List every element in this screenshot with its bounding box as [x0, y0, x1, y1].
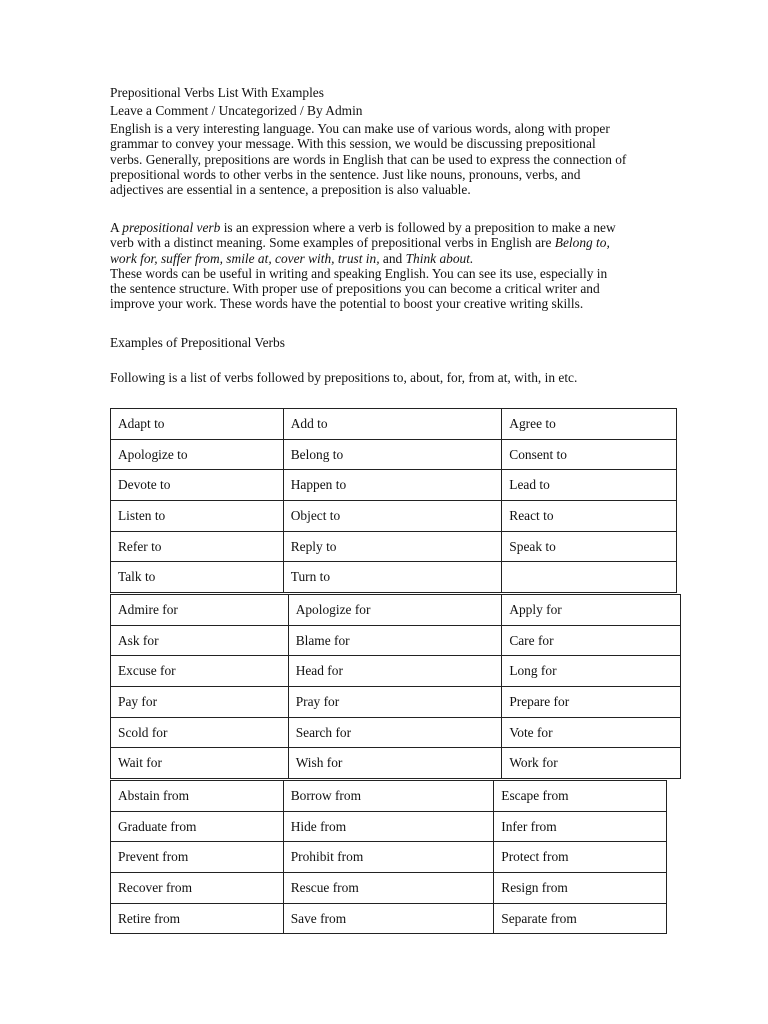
intro-line: verbs. Generally, prepositions are words in English that can be used to express the connection of — [110, 151, 627, 167]
table-cell: Pay for — [111, 687, 289, 718]
table-cell: Recover from — [111, 873, 284, 904]
table-row — [111, 409, 677, 440]
table-cell: Listen to — [111, 501, 284, 532]
table-cell: Apologize to — [111, 439, 284, 470]
definition-line — [110, 220, 670, 235]
table-row — [111, 439, 677, 470]
table-cell: Wait for — [111, 748, 289, 779]
table-row — [111, 625, 681, 656]
intro-line: grammar to convey your message. With this session, we would be discussing prepositional — [110, 136, 596, 152]
example-verb: Think about. — [405, 250, 474, 266]
table-cell: Wish for — [288, 748, 502, 779]
table-cell: Work for — [502, 748, 681, 779]
definition-line — [110, 235, 670, 250]
table-row — [111, 531, 677, 562]
example-verbs: work for, suffer from, smile at, cover with, trust in, — [110, 250, 380, 266]
table-cell: Prevent from — [111, 842, 284, 873]
definition-term: prepositional verb — [122, 220, 221, 235]
table-row — [111, 781, 667, 812]
table-row — [111, 811, 667, 842]
table-cell: Head for — [288, 656, 502, 687]
table-row — [111, 748, 681, 779]
table-row — [111, 595, 681, 626]
table-cell: Turn to — [283, 562, 502, 593]
definition-and: and — [379, 250, 406, 266]
table-row — [111, 562, 677, 593]
table-cell: Rescue from — [283, 873, 494, 904]
table-cell: Talk to — [111, 562, 284, 593]
table-cell: Lead to — [502, 470, 677, 501]
table-cell: Abstain from — [111, 781, 284, 812]
table-cell: Apply for — [502, 595, 681, 626]
example-verb: Belong to, — [554, 235, 610, 251]
definition-line — [110, 251, 670, 266]
table-cell: Care for — [502, 625, 681, 656]
table-cell: Save from — [283, 903, 494, 934]
table-cell: Escape from — [494, 781, 667, 812]
table-cell: Pray for — [288, 687, 502, 718]
table-cell: Prepare for — [502, 687, 681, 718]
table-cell: Add to — [283, 409, 502, 440]
intro-line: adjectives are essential in a sentence, a preposition is also valuable. — [110, 182, 471, 198]
table-row — [111, 873, 667, 904]
table-cell: Refer to — [111, 531, 284, 562]
table-cell: Long for — [502, 656, 681, 687]
verbs-table-from — [110, 780, 667, 934]
table-cell: React to — [502, 501, 677, 532]
table-cell: Consent to — [502, 439, 677, 470]
table-cell: Object to — [283, 501, 502, 532]
table-cell: Apologize for — [288, 595, 502, 626]
definition-text: verb with a distinct meaning. Some examples of prepositional verbs in English are — [110, 235, 555, 251]
table-cell: Excuse for — [111, 656, 289, 687]
table-cell: Agree to — [502, 409, 677, 440]
usage-line: the sentence structure. With proper use of prepositions you can become a critical writer and — [110, 281, 600, 297]
table-cell: Prohibit from — [283, 842, 494, 873]
table-cell: Retire from — [111, 903, 284, 934]
table-cell: Borrow from — [283, 781, 494, 812]
table-row — [111, 656, 681, 687]
table-cell — [502, 562, 677, 593]
table-row — [111, 501, 677, 532]
table-cell: Separate from — [494, 903, 667, 934]
intro-line: prepositional words to other verbs in the sentence. Just like nouns, pronouns, verbs, and — [110, 166, 581, 182]
table-cell: Scold for — [111, 717, 289, 748]
table-row — [111, 717, 681, 748]
definition-text: is an expression where a verb is followed by a preposition to make a new — [220, 220, 616, 235]
post-meta: Leave a Comment / Uncategorized / By Admin — [110, 103, 363, 118]
table-cell: Happen to — [283, 470, 502, 501]
table-cell: Adapt to — [111, 409, 284, 440]
usage-line: These words can be useful in writing and speaking English. You can see its use, especially in — [110, 265, 608, 281]
table-cell: Hide from — [283, 811, 494, 842]
table-cell: Graduate from — [111, 811, 284, 842]
table-cell: Protect from — [494, 842, 667, 873]
table-cell: Infer from — [494, 811, 667, 842]
table-cell: Resign from — [494, 873, 667, 904]
table-cell: Ask for — [111, 625, 289, 656]
table-cell: Reply to — [283, 531, 502, 562]
table-row — [111, 687, 681, 718]
table-cell: Belong to — [283, 439, 502, 470]
table-row — [111, 470, 677, 501]
definition-paragraph — [110, 220, 670, 312]
table-cell: Devote to — [111, 470, 284, 501]
verbs-table-for — [110, 594, 681, 779]
table-cell: Speak to — [502, 531, 677, 562]
table-cell: Vote for — [502, 717, 681, 748]
intro-line: English is a very interesting language. You can make use of various words, along with proper — [110, 121, 610, 136]
page-title: Prepositional Verbs List With Examples — [110, 85, 324, 100]
list-intro: Following is a list of verbs followed by prepositions to, about, for, from at, with, in etc. — [110, 370, 578, 385]
table-row — [111, 903, 667, 934]
table-cell: Admire for — [111, 595, 289, 626]
table-cell: Blame for — [288, 625, 502, 656]
verbs-table-to — [110, 408, 677, 593]
definition-a: A — [110, 220, 123, 235]
usage-line: improve your work. These words have the potential to boost your creative writing skills. — [110, 296, 584, 312]
examples-heading: Examples of Prepositional Verbs — [110, 335, 285, 350]
table-row — [111, 842, 667, 873]
table-cell: Search for — [288, 717, 502, 748]
intro-paragraph — [110, 121, 670, 197]
